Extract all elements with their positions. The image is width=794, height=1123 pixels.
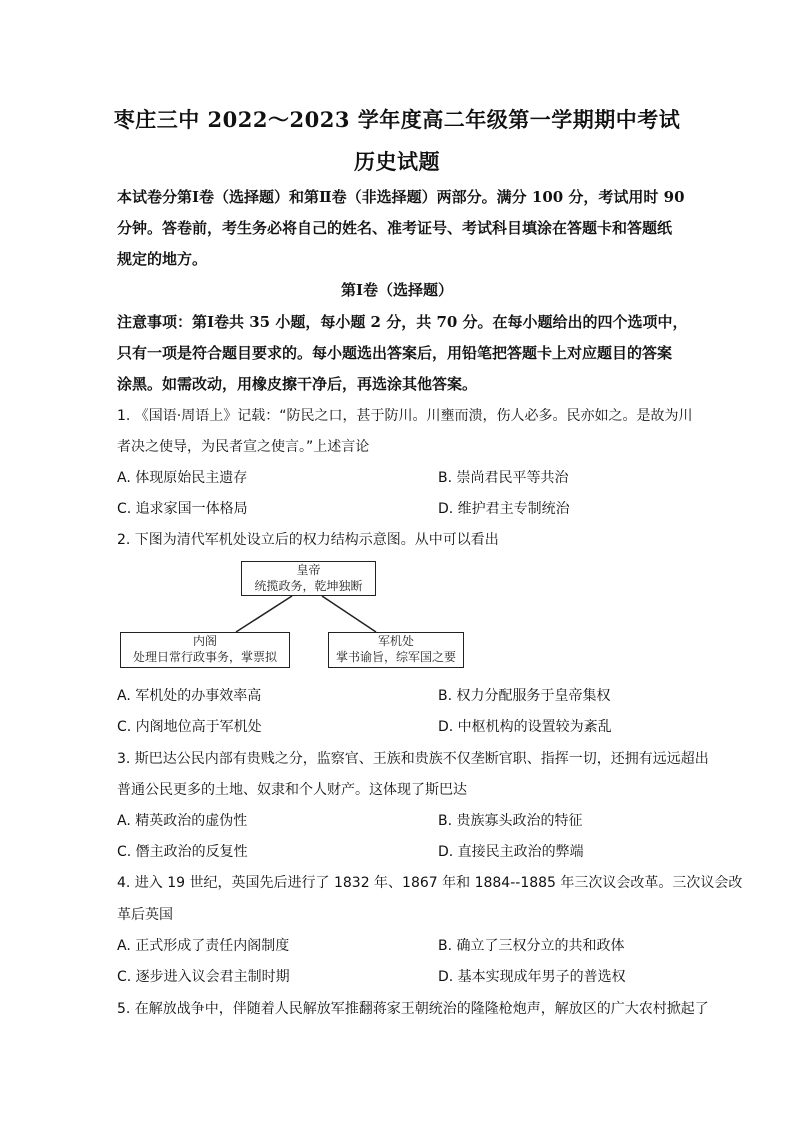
cabinet-label: 内阁 <box>192 634 217 648</box>
question-1-option-c: C. 追求家国一体格局 <box>117 501 248 517</box>
question-5-line-1: 5. 在解放战争中，伴随着人民解放军推翻蒋家王朝统治的隆隆枪炮声，解放区的广大农村掀起了 <box>117 1001 709 1017</box>
question-4-line-2: 革后英国 <box>117 907 173 923</box>
question-3-line-1: 3. 斯巴达公民内部有贵贱之分，监察官、王族和贵族不仅垄断官职、指挥一切，还拥有远远超出 <box>117 751 709 767</box>
question-1-line-1: 1. 《国语·周语上》记载：“防民之口，甚于防川。川壅而溃，伤人必多。民亦如之。是故为川 <box>117 408 693 424</box>
question-2-option-a: A. 军机处的办事效率高 <box>117 688 262 704</box>
section-title: 第Ⅰ卷（选择题） <box>340 281 454 299</box>
question-4-option-b: B. 确立了三权分立的共和政体 <box>438 938 625 954</box>
exam-title: 枣庄三中 2022～2023 学年度高二年级第一学期期中考试 <box>113 107 681 132</box>
diagram-box-grand-council <box>328 632 464 668</box>
intro-line-2: 分钟。答卷前，考生务必将自己的姓名、准考证号、考试科目填涂在答题卡和答题纸 <box>117 219 673 237</box>
emperor-label: 皇帝 <box>296 563 321 577</box>
intro-line-1: 本试卷分第Ⅰ卷（选择题）和第Ⅱ卷（非选择题）两部分。满分 100 分，考试用时 90 <box>117 188 685 206</box>
question-4-line-1: 4. 进入 19 世纪，英国先后进行了 1832 年、1867 年和 1884--1885 年三次议会改革。三次议会改 <box>117 875 743 891</box>
cabinet-desc: 处理日常行政事务，掌票拟 <box>132 650 277 664</box>
question-2-option-b: B. 权力分配服务于皇帝集权 <box>438 688 611 704</box>
question-4-option-c: C. 逐步进入议会君主制时期 <box>117 969 290 985</box>
question-3-option-b: B. 贵族寡头政治的特征 <box>438 813 583 829</box>
notice-line-1: 注意事项：第Ⅰ卷共 35 小题，每小题 2 分，共 70 分。在每小题给出的四个选项中， <box>117 313 688 331</box>
grand-council-label: 军机处 <box>377 634 414 648</box>
notice-line-2: 只有一项是符合题目要求的。每小题选出答案后，用铅笔把答题卡上对应题目的答案 <box>117 344 673 362</box>
question-4-option-d: D. 基本实现成年男子的普选权 <box>438 969 626 985</box>
question-1-option-b: B. 崇尚君民平等共治 <box>438 470 569 486</box>
question-3-line-2: 普通公民更多的土地、奴隶和个人财产。这体现了斯巴达 <box>117 782 467 798</box>
exam-subtitle: 历史试题 <box>354 149 440 174</box>
question-1-option-a: A. 体现原始民主遗存 <box>117 470 248 486</box>
question-2-option-c: C. 内阁地位高于军机处 <box>117 719 262 735</box>
diagram-box-emperor <box>241 561 376 596</box>
question-4-option-a: A. 正式形成了责任内阁制度 <box>117 938 290 954</box>
connector-left <box>236 596 292 632</box>
question-1-line-2: 者决之使导，为民者宣之使言。”上述言论 <box>117 439 370 455</box>
diagram-box-cabinet <box>120 632 290 668</box>
intro-line-3: 规定的地方。 <box>117 250 208 268</box>
grand-council-desc: 掌书谕旨，综军国之要 <box>335 650 456 664</box>
notice-line-3: 涂黑。如需改动，用橡皮擦干净后，再选涂其他答案。 <box>117 375 478 393</box>
question-3-option-c: C. 僭主政治的反复性 <box>117 844 248 860</box>
question-3-option-d: D. 直接民主政治的弊端 <box>438 844 584 860</box>
question-2-option-d: D. 中枢机构的设置较为紊乱 <box>438 719 612 735</box>
question-2-line-1: 2. 下图为清代军机处设立后的权力结构示意图。从中可以看出 <box>117 532 499 548</box>
question-1-option-d: D. 维护君主专制统治 <box>438 501 570 517</box>
question-3-option-a: A. 精英政治的虚伪性 <box>117 813 248 829</box>
connector-right <box>322 596 376 632</box>
emperor-desc: 统揽政务，乾坤独断 <box>254 579 363 593</box>
